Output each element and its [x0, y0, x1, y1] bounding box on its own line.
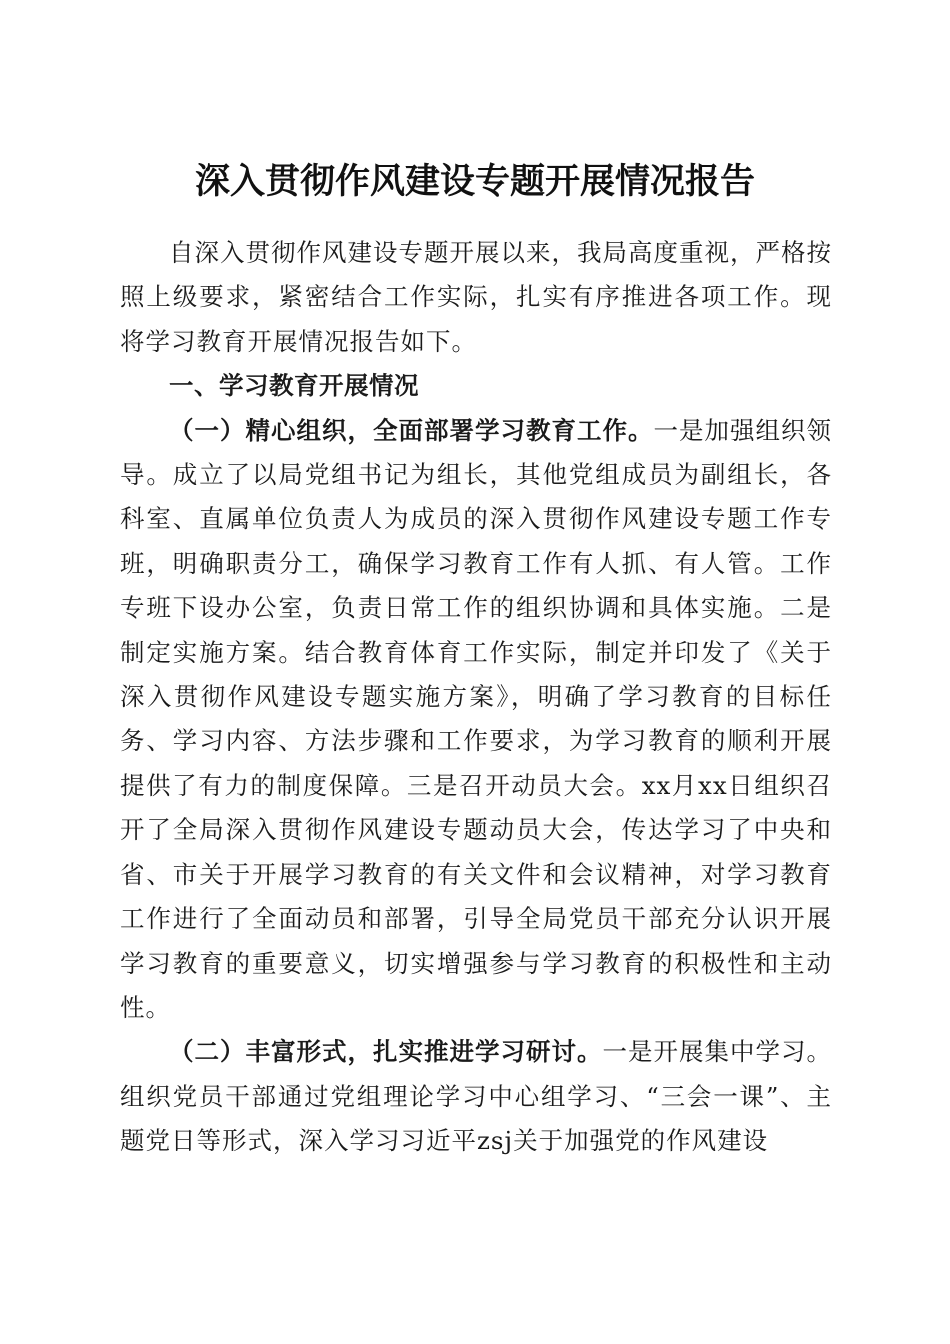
document-body [120, 231, 832, 1164]
paragraph-2 [120, 1030, 832, 1163]
intro-paragraph: 自深入贯彻作风建设专题开展以来，我局高度重视，严格按照上级要求，紧密结合工作实际，扎实有序推进各项工作。现将学习教育开展情况报告如下。 [120, 238, 832, 356]
paragraph-1-lead: （一）精心组织，全面部署学习教育工作。 [169, 415, 654, 445]
paragraph-2-body: 一是开展集中学习。组织党员干部通过党组理论学习中心组学习、“三会一课”、主题党日等形式，深入学习习近平zsj关于加强党的作风建设 [120, 1037, 832, 1156]
section-heading: 一、学习教育开展情况 [169, 371, 419, 401]
paragraph-2-lead: （二）丰富形式，扎实推进学习研讨。 [169, 1037, 603, 1067]
document-title: 深入贯彻作风建设专题开展情况报告 [194, 161, 755, 203]
paragraph-1 [120, 409, 832, 1031]
paragraph-1-body: 一是加强组织领导。成立了以局党组书记为组长，其他党组成员为副组长，各科室、直属单位负责人为成员的深入贯彻作风建设专题工作专班，明确职责分工，确保学习教育工作有人抓、有人管。工作专班下设办公室，负责日常工作的组织协调和具体实施。二是制定实施方案。结合教育体育工作实际，制定并印发了《关于深入贯彻作风建设专题实施方案》，明确了学习教育的目标任务、学习内容、方法步骤和工作要求，为学习教育的顺利开展提供了有力的制度保障。三是召开动员大会。xx月xx日组织召开了全局深入贯彻作风建设专题动员大会，传达学习了中央和省、市关于开展学习教育的有关文件和会议精神，对学习教育工作进行了全面动员和部署，引导全局党员干部充分认识开展学习教育的重要意义，切实增强参与学习教育的积极性和主动性。 [120, 415, 832, 1022]
